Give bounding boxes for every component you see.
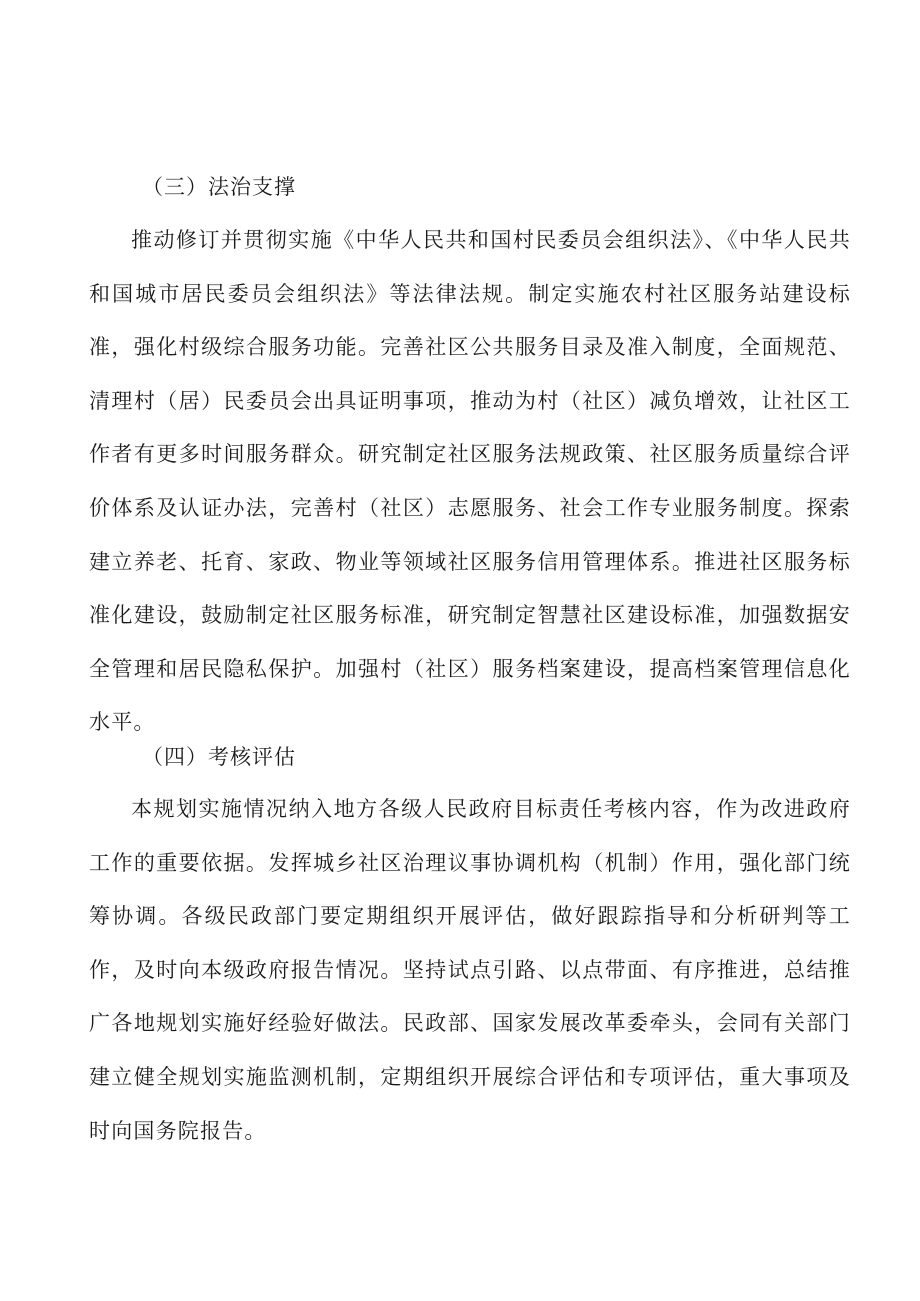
section-heading-assessment: （四）考核评估	[142, 745, 296, 769]
paragraph-assessment: 本规划实施情况纳入地方各级人民政府目标责任考核内容，作为改进政府工作的重要依据。发挥城乡社区治理议事协调机构（机制）作用，强化部门统筹协调。各级民政部门要定期组织开展评估，做好跟踪指导和分析研判等工作，及时向本级政府报告情况。坚持试点引路、以点带面、有序推进，总结推广各地规划实施好经验好做法。民政部、国家发展改革委牵头，会同有关部门建立健全规划实施监测机制，定期组织开展综合评估和专项评估，重大事项及时向国务院报告。	[89, 797, 851, 1143]
section-heading-rule-of-law: （三）法治支撑	[142, 175, 296, 199]
paragraph-rule-of-law: 推动修订并贯彻实施《中华人民共和国村民委员会组织法》、《中华人民共和国城市居民委员会组织法》等法律法规。制定实施农村社区服务站建设标准，强化村级综合服务功能。完善社区公共服务目录及准入制度，全面规范、清理村（居）民委员会出具证明事项，推动为村（社区）减负增效，让社区工作者有更多时间服务群众。研究制定社区服务法规政策、社区服务质量综合评价体系及认证办法，完善村（社区）志愿服务、社会工作专业服务制度。探索建立养老、托育、家政、物业等领域社区服务信用管理体系。推进社区服务标准化建设，鼓励制定社区服务标准，研究制定智慧社区建设标准，加强数据安全管理和居民隐私保护。加强村（社区）服务档案建设，提高档案管理信息化水平。	[89, 228, 851, 735]
